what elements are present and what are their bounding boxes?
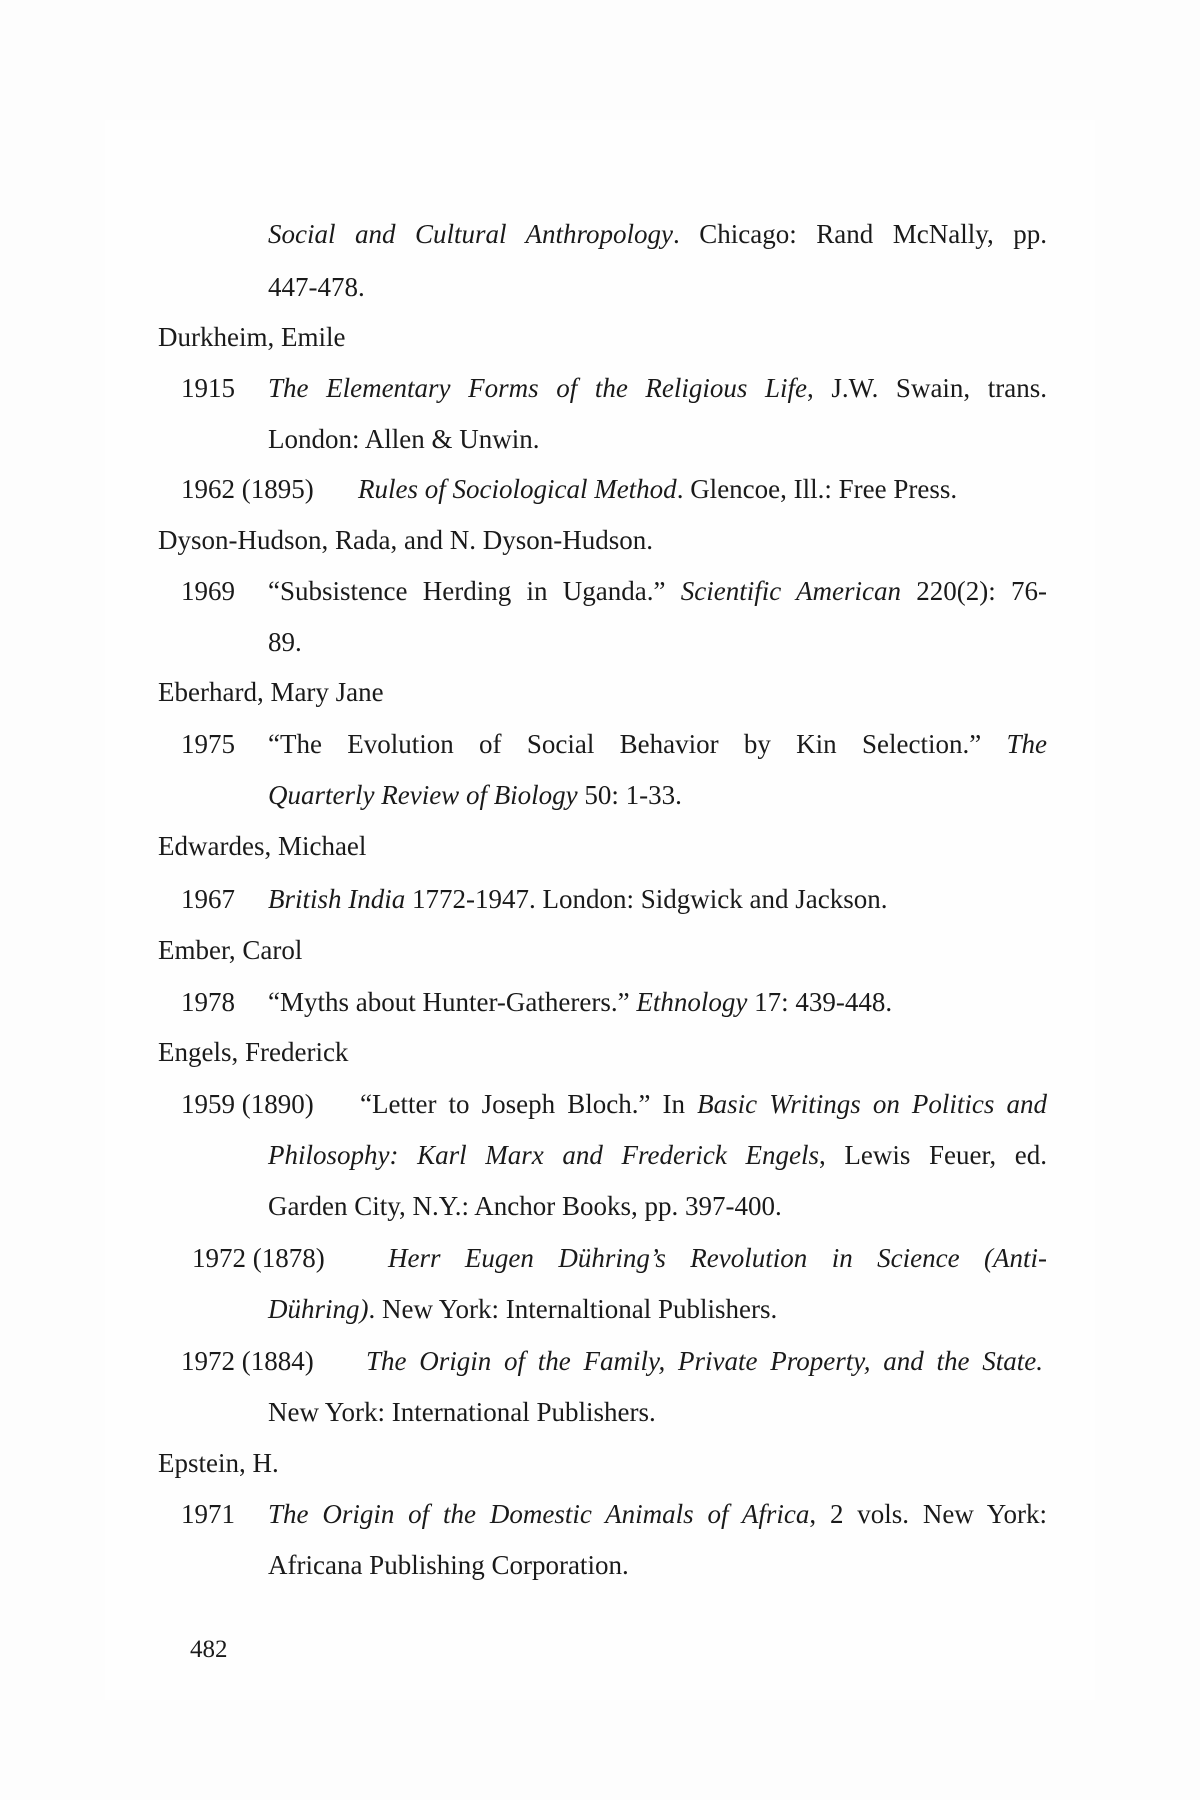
author-heading (158, 935, 302, 965)
entry-year: 1915 (181, 373, 235, 403)
page-number: 482 (190, 1636, 228, 1663)
citation-text: Eberhard, Mary Jane (158, 677, 384, 707)
citation-line (268, 987, 892, 1017)
citation-line (268, 576, 1047, 606)
entry-year: 1969 (181, 576, 235, 606)
citation-text: “The Evolution of Social Behavior by Kin Selection.” (268, 729, 1007, 759)
work-title: Dühring) (268, 1294, 369, 1324)
citation-line (268, 780, 682, 810)
work-title: Philosophy: Karl Marx and Frederick Engels (268, 1140, 820, 1170)
author-heading (158, 677, 384, 707)
entry-year: 1978 (181, 987, 235, 1017)
citation-text: Ember, Carol (158, 935, 303, 965)
entry-year: 1959 (1890) (181, 1089, 314, 1119)
citation-text: Epstein, H. (158, 1448, 279, 1478)
work-title: Basic Writings on Politics and (697, 1089, 1047, 1119)
citation-text: “Letter to Joseph Bloch.” In (360, 1089, 698, 1119)
entry-year: 1975 (181, 729, 235, 759)
citation-line (268, 1499, 1047, 1529)
author-heading (158, 831, 366, 861)
citation-text: New York: International Publishers. (268, 1397, 656, 1427)
author-heading (158, 1448, 279, 1478)
entry-year: 1967 (181, 884, 235, 914)
citation-text: 220(2): 76- (900, 576, 1047, 606)
citation-text: Durkheim, Emile (158, 322, 346, 352)
work-title: Quarterly Review of Biology (268, 780, 578, 810)
citation-line (268, 1294, 777, 1324)
citation-text: Garden City, N.Y.: Anchor Books, pp. 397-400. (268, 1191, 782, 1221)
entry-year: 1971 (181, 1499, 235, 1529)
entry-year: 1972 (1884) (181, 1346, 314, 1376)
citation-text: 17: 439-448. (747, 987, 893, 1017)
citation-text: 50: 1-33. (577, 780, 682, 810)
work-title: The Elementary Forms of the Religious Life (268, 373, 807, 403)
work-title: Rules of Sociological Method (358, 474, 677, 504)
citation-text: . Glencoe, Ill.: Free Press. (676, 474, 958, 504)
citation-text: “Myths about Hunter-Gatherers.” (268, 987, 637, 1017)
work-title: Ethnology (636, 987, 748, 1017)
citation-line (360, 1089, 1047, 1119)
citation-line (268, 219, 1047, 249)
citation-text: . Chicago: Rand McNally, pp. (673, 219, 1047, 249)
author-heading (158, 322, 345, 352)
work-title: The Origin of the Domestic Animals of Africa (268, 1499, 810, 1529)
citation-line (268, 1550, 629, 1580)
citation-line (268, 884, 887, 914)
citation-line (366, 1346, 1043, 1376)
work-title: Scientific American (680, 576, 901, 606)
citation-text: 89. (268, 627, 302, 657)
work-title: Social and Cultural Anthropology (268, 219, 674, 249)
work-title: The Origin of the Family, Private Property, and the State. (366, 1346, 1043, 1376)
work-title: The (1006, 729, 1047, 759)
citation-line (268, 1397, 656, 1427)
citation-text: Dyson-Hudson, Rada, and N. Dyson-Hudson. (158, 525, 653, 555)
citation-line (268, 729, 1047, 759)
citation-text: “Subsistence Herding in Uganda.” (268, 576, 681, 606)
citation-text: 1772-1947. London: Sidgwick and Jackson. (405, 884, 888, 914)
entry-year: 1962 (1895) (181, 474, 314, 504)
citation-text: , 2 vols. New York: (809, 1499, 1047, 1529)
citation-line (388, 1243, 1047, 1273)
citation-text: 447-478. (268, 272, 365, 302)
citation-line (268, 1140, 1047, 1170)
work-title: British India (268, 884, 406, 914)
citation-line (268, 627, 302, 657)
citation-text: Edwardes, Michael (158, 831, 367, 861)
citation-text: , Lewis Feuer, ed. (819, 1140, 1047, 1170)
citation-text: Engels, Frederick (158, 1037, 349, 1067)
citation-line (268, 1191, 782, 1221)
citation-text: , J.W. Swain, trans. (806, 373, 1048, 403)
citation-text: Africana Publishing Corporation. (268, 1550, 629, 1580)
entry-year: 1972 (1878) (192, 1243, 325, 1273)
citation-line (268, 373, 1047, 403)
citation-line (358, 474, 957, 504)
author-heading (158, 1037, 348, 1067)
citation-line (268, 272, 365, 302)
author-heading (158, 525, 653, 555)
work-title: Herr Eugen Dühring’s Revolution in Science (Anti- (388, 1243, 1047, 1273)
citation-line (268, 424, 540, 454)
citation-text: London: Allen & Unwin. (268, 424, 540, 454)
citation-text: . New York: Internaltional Publishers. (368, 1294, 778, 1324)
